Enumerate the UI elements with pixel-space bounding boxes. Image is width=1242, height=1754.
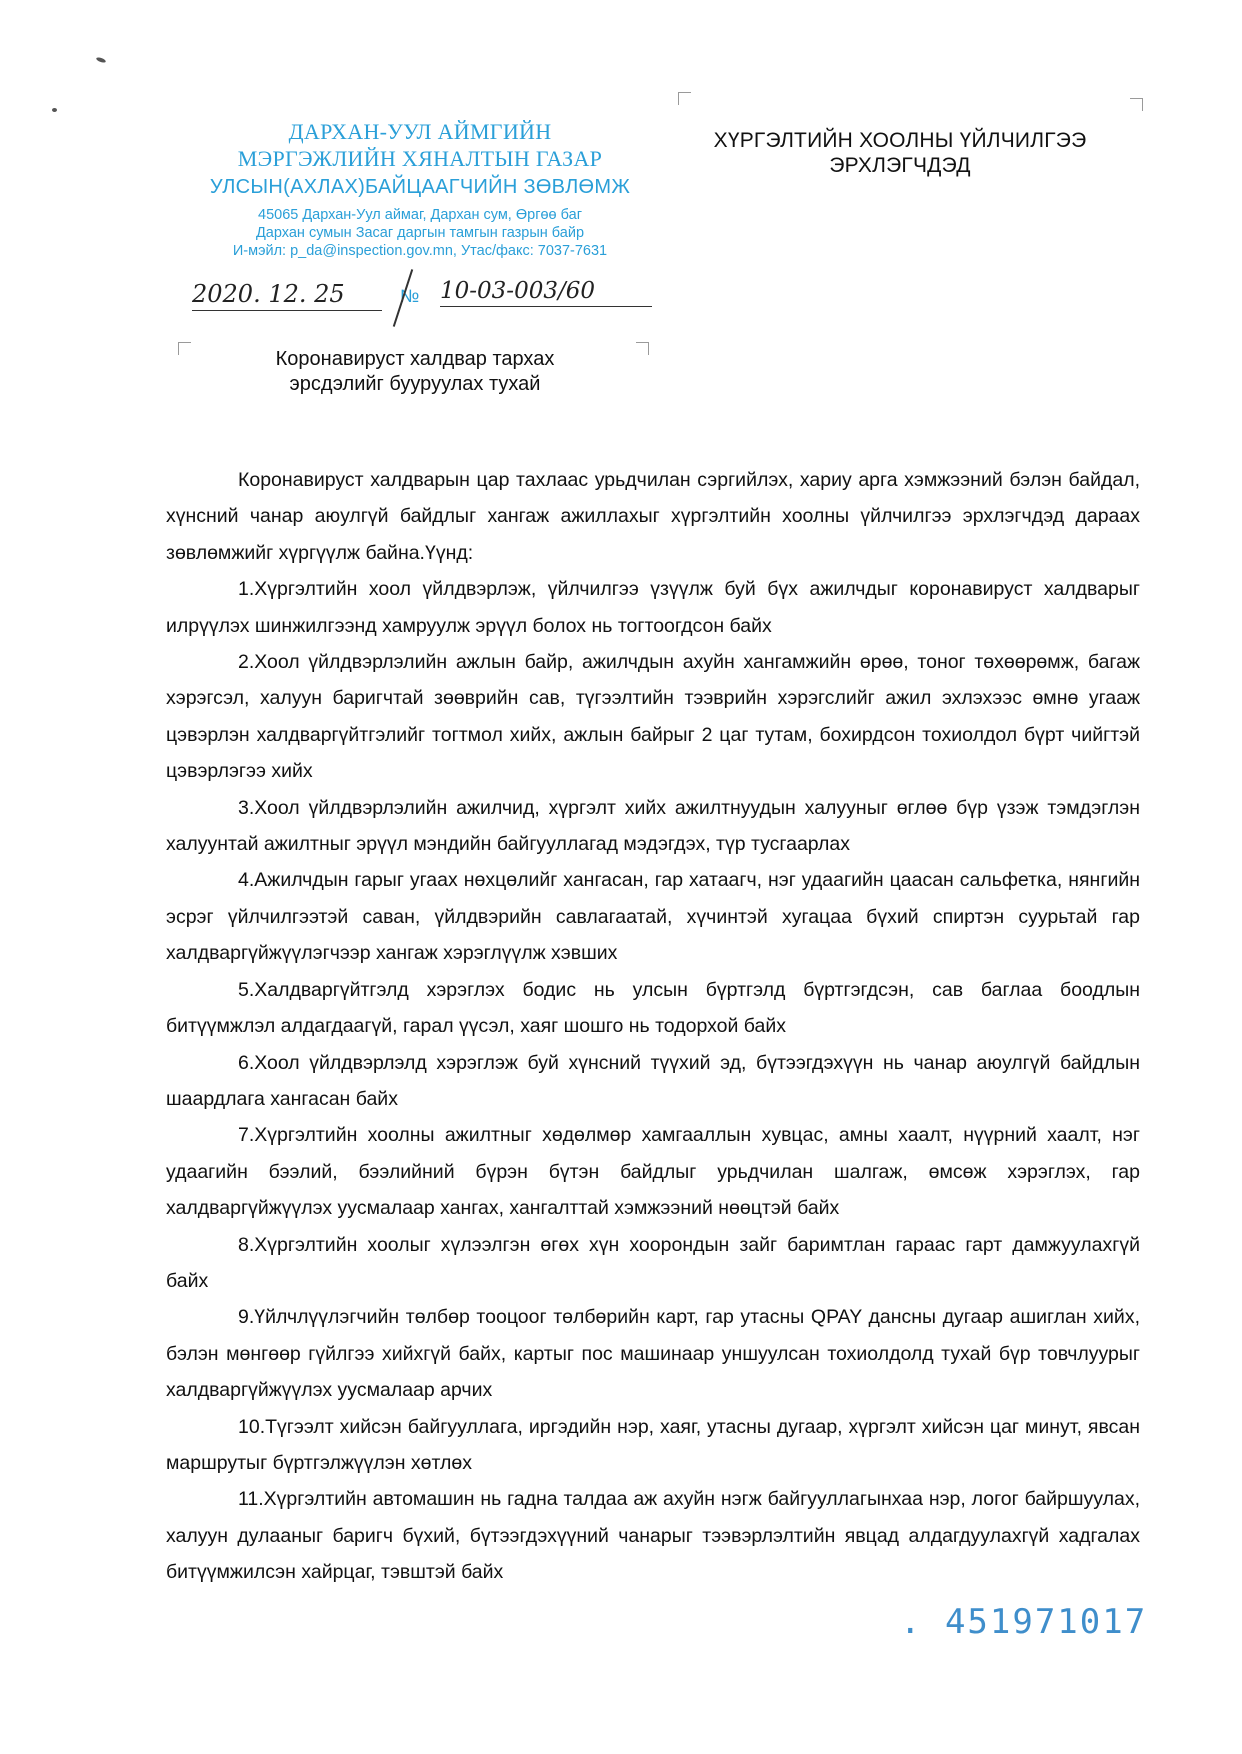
subject-block xyxy=(225,347,605,397)
number-label: № xyxy=(400,286,420,306)
address-line: 45065 Дархан-Уул аймаг, Дархан сум, Өргөө баг xyxy=(258,207,582,223)
subject-line: эрсдэлийг бууруулах тухай xyxy=(289,373,541,395)
recommendation-item: 4.Ажилчдын гарыг угаах нөхцөлийг хангасан, гар хатаагч, нэг удаагийн цаасан сальфетка, нянгийн эсрэг үйлчилгээтэй саван, үйлдвэрийн савлагаатай, хүчинтэй хугацаа бүхий спиртэн суурьтай гар халдваргүйжүүлэгчээр хангаж хэрэглүүлж хэвших xyxy=(166,869,1140,965)
subject-line: Коронавируст халдвар тархах xyxy=(275,348,555,370)
corner-mark-subject-left xyxy=(178,342,191,355)
corner-mark-top-left xyxy=(678,92,691,105)
letterhead-line-2: МЭРГЭЖЛИЙН ХЯНАЛТЫН ГАЗАР xyxy=(237,146,603,171)
recommendation-item: 9.Үйлчлүүлэгчийн төлбөр тооцоог төлбөрийн карт, гар утасны QPAY дансны дугаар ашиглан хийх, бэлэн мөнгөөр гүйлгээ хийхгүй байх, картыг пос машинаар уншуулсан тохиолдолд тухай бүр товчлуурыг халдваргүйжүүлэх уусмалаар арчих xyxy=(166,1306,1140,1402)
recipient-block xyxy=(710,128,1090,178)
scan-speck xyxy=(96,56,107,63)
document-number: 10-03-003/60 xyxy=(440,278,652,307)
recommendation-item: 1.Хүргэлтийн хоол үйлдвэрлэж, үйлчилгээ үзүүлж буй бүх ажилчдыг коронавируст халдварыг илрүүлэх шинжилгээнд хамруулж эрүүл болох нь тогтоогдсон байх xyxy=(166,578,1140,637)
recommendation-item: 3.Хоол үйлдвэрлэлийн ажилчид, хүргэлт хийх ажилтнуудын халууныг өглөө бүр үзэж тэмдэглэн халуунтай ажилтныг эрүүл мэндийн байгууллагад мэдэгдэх, түр тусгаарлах xyxy=(166,796,1140,856)
serial-number-stamp: . 451971017 xyxy=(900,1602,1148,1642)
letterhead-line-3: УЛСЫН(АХЛАХ)БАЙЦААГЧИЙН ЗӨВЛӨМЖ xyxy=(209,176,631,198)
document-date: 2020. 12. 25 xyxy=(192,280,382,311)
document-body xyxy=(166,462,1140,1591)
recommendation-item: 7.Хүргэлтийн хоолны ажилтныг хөдөлмөр хамгааллын хувцас, амны хаалт, нүүрний хаалт, нэг удаагийн бээлий, бээлийний бүрэн бүтэн байдлыг урьдчилан шалгаж, өмсөж хэрэглэх, гар халдваргүйжүүлэх уусмалаар хангах, хангалттай хэмжээний нөөцтэй байх xyxy=(166,1124,1140,1220)
scan-speck xyxy=(52,108,57,112)
recommendation-item: 5.Халдваргүйтгэлд хэрэглэх бодис нь улсын бүртгэлд бүртгэгдсэн, сав баглаа боодлын битүүмжлэл алдагдаагүй, гарал үүсэл, хаяг шошго нь тодорхой байх xyxy=(166,978,1140,1038)
address-line: Дархан сумын Засаг даргын тамгын газрын байр xyxy=(255,225,585,241)
recommendation-item: 8.Хүргэлтийн хоолыг хүлээлгэн өгөх хүн хоорондын зайг баримтлан гараас гарт дамжуулахгүй байх xyxy=(166,1233,1140,1292)
recipient-line: ХҮРГЭЛТИЙН ХООЛНЫ ҮЙЛЧИЛГЭЭ xyxy=(713,129,1087,152)
corner-mark-subject-right xyxy=(636,342,649,355)
recommendation-item: 10.Түгээлт хийсэн байгууллага, иргэдийн нэр, хаяг, утасны дугаар, хүргэлт хийсэн цаг минут, явсан маршрутыг бүртгэлжүүлэн хөтлөх xyxy=(166,1415,1140,1474)
recipient-line: ЭРХЛЭГЧДЭД xyxy=(829,154,971,177)
recommendation-item: 11.Хүргэлтийн автомашин нь гадна талдаа аж ахуйн нэгж байгууллагынхаа нэр, логог байршуулах, халуун дулааныг баригч бүхий, бүтээгдэхүүний чанарыг тээвэрлэлтийн явцад алдагдуулахгүй хадгалах битүүмжилсэн хайрцаг, тэвштэй байх xyxy=(166,1488,1140,1584)
letterhead-line-1: ДАРХАН-УУЛ АЙМГИЙН xyxy=(288,119,552,144)
letterhead-address xyxy=(170,206,670,260)
address-line: И-мэйл: p_da@inspection.gov.mn, Утас/факс: 7037-7631 xyxy=(232,243,608,259)
recommendation-item: 2.Хоол үйлдвэрлэлийн ажлын байр, ажилчдын ахуйн хангамжийн өрөө, тоног төхөөрөмж, багаж хэрэгсэл, халуун баригчтай зөөврийн сав, түгээлтийн тээврийн хэрэгслийг ажил эхлэхээс өмнө угааж цэвэрлэн халдваргүйтгэлийг тогтмол хийх, ажлын байрыг 2 цаг тутам, бохирдсон тохиолдол бүрт чийгтэй цэвэрлэгээ хийх xyxy=(166,651,1140,783)
corner-mark-top-right xyxy=(1130,98,1143,111)
reference-row xyxy=(178,276,658,316)
letterhead xyxy=(170,118,670,260)
intro-paragraph: Коронавируст халдварын цар тахлаас урьдчилан сэргийлэх, хариу арга хэмжээний бэлэн байдал, хүнсний чанар аюулгүй байдлыг хангаж ажиллахыг хүргэлтийн хоолны үйлчилгээ эрхлэгчдэд дараах зөвлөмжийг хүргүүлж байна.Үүнд: xyxy=(166,469,1140,564)
recommendation-item: 6.Хоол үйлдвэрлэлд хэрэглэж буй хүнсний түүхий эд, бүтээгдэхүүн нь чанар аюулгүй байдлын шаардлага хангасан байх xyxy=(166,1051,1140,1110)
